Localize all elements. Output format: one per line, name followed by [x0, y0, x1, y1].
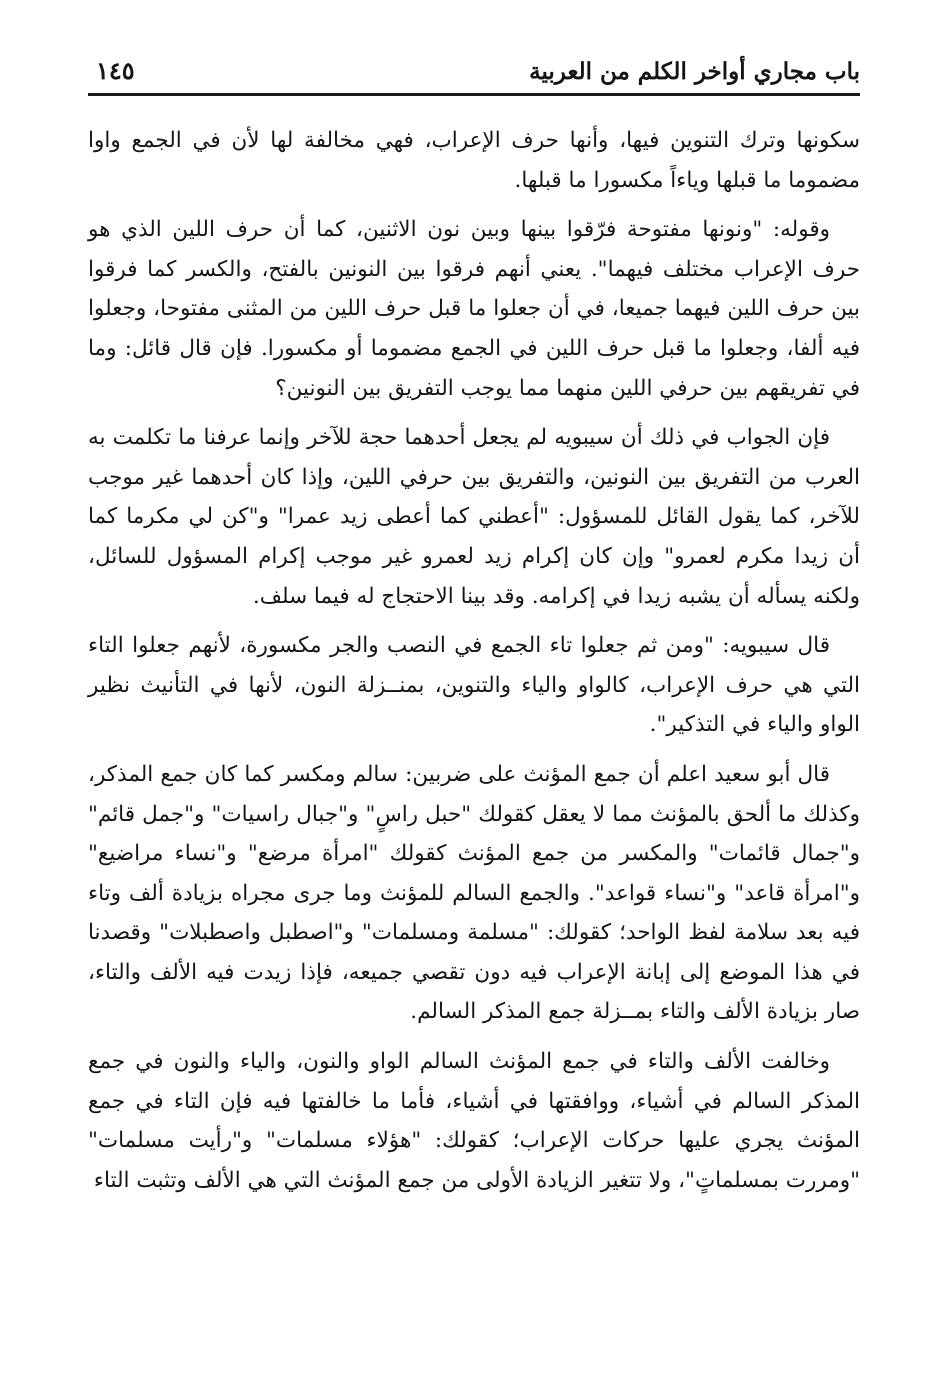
paragraph-2: وقوله: "ونونها مفتوحة فرّقوا بينها وبين نون الاثنين، كما أن حرف اللين الذي هو حرف الإعراب مختلف فيهما". يعني أنهم فرقوا بين النونين بالفتح، والكسر كما فرقوا بين حرف اللين فيهما جميعا، في أن جعلوا ما قبل حرف اللين من المثنى مفتوحا، وجعلوا فيه ألفا، وجعلوا ما قبل حرف اللين في الجمع مضموما أو مكسورا. فإن قال قائل: وما في تفريقهم بين حرفي اللين منهما مما يوجب التفريق بين النونين؟ [88, 217, 860, 401]
paragraph-3: فإن الجواب في ذلك أن سيبويه لم يجعل أحدهما حجة للآخر وإنما عرفنا ما تكلمت به العرب من التفريق بين النونين، والتفريق بين حرفي اللين، وإذا كان أحدهما غير موجب للآخر، كما يقول القائل للمسؤول: "أعطني كما أعطى زيد عمرا" و"كن لي مكرما كما أن زيدا مكرم لعمرو" وإن كان إكرام زيد لعمرو غير موجب إكرام المسؤول للسائل، ولكنه يسأله أن يشبه زيدا في إكرامه. وقد بينا الاحتجاج له فيما سلف. [88, 425, 860, 609]
paragraph-1: سكونها وترك التنوين فيها، وأنها حرف الإعراب، فهي مخالفة لها لأن في الجمع واوا مضموما ما قبلها وياءاً مكسورا ما قبلها. [88, 128, 860, 193]
running-title: باب مجاري أواخر الكلم من العربية [529, 58, 860, 85]
header-rule [88, 93, 860, 96]
paragraph-4: قال سيبويه: "ومن ثم جعلوا تاء الجمع في النصب والجر مكسورة، لأنهم جعلوا التاء التي هي حرف الإعراب، كالواو والياء والتنوين، بمنــزلة النون، لأنها في التأنيث نظير الواو والياء في التذكير". [88, 633, 860, 738]
paragraph-5: قال أبو سعيد اعلم أن جمع المؤنث على ضربين: سالم ومكسر كما كان جمع المذكر، وكذلك ما ألحق بالمؤنث مما لا يعقل كقولك "حبل راسٍ" و"جبال راسيات" و"جمل قائم" و"جمال قائمات" والمكسر من جمع المؤنث كقولك "امرأة مرضع" و"نساء مراضيع" و"امرأة قاعد" و"نساء قواعد". والجمع السالم للمؤنث وما جرى مجراه بزيادة ألف وتاء فيه بعد سلامة لفظ الواحد؛ كقولك: "مسلمة ومسلمات" و"اصطبل واصطبلات" وقصدنا في هذا الموضع إلى إبانة الإعراب فيه دون تقصي جميعه، فإذا زيدت فيه الألف والتاء، صار بزيادة الألف والتاء بمــزلة جمع المذكر السالم. [88, 761, 860, 1025]
page-header [88, 52, 860, 92]
page-body [88, 121, 860, 1210]
paragraph-6: وخالفت الألف والتاء في جمع المؤنث السالم الواو والنون، والياء والنون في جمع المذكر السالم في أشياء، ووافقتها في أشياء، فأما ما خالفتها فيه فإن التاء في جمع المؤنث يجري عليها حركات الإعراب؛ كقولك: "هؤلاء مسلمات" و"رأيت مسلمات" "ومررت بمسلماتٍ"، ولا تتغير الزيادة الأولى من جمع المؤنث التي هي الألف وتثبت التاء [88, 1049, 860, 1193]
page-number: ١٤٥ [96, 56, 135, 85]
